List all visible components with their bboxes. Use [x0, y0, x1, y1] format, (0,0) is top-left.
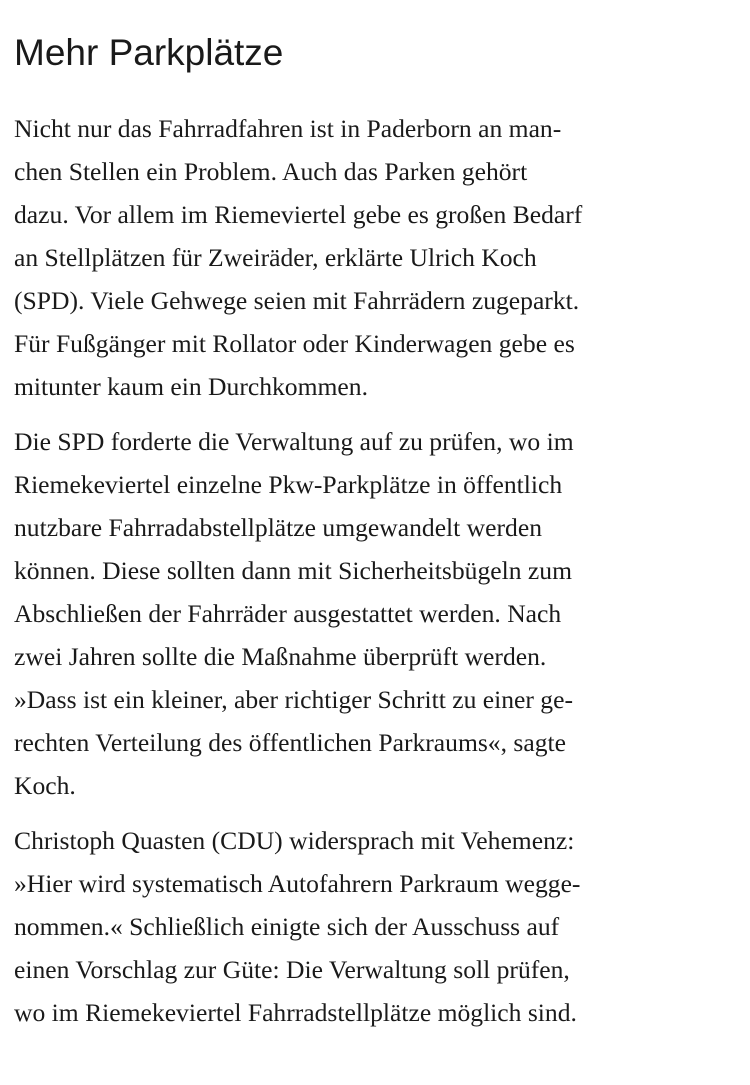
- article-headline: Mehr Parkplätze: [14, 32, 284, 73]
- text-line: nutzbare Fahrradabstellplätze umgewandelt werden: [14, 513, 542, 542]
- text-line: dazu. Vor allem im Riemeviertel gebe es großen Bedarf: [14, 200, 583, 229]
- text-line: »Hier wird systematisch Autofahrern Parkraum wegge-: [14, 869, 581, 898]
- text-line: nommen.« Schließlich einigte sich der Ausschuss auf: [14, 912, 560, 941]
- text-line: rechten Verteilung des öffentlichen Parkraums«, sagte: [14, 728, 566, 757]
- text-line: mitunter kaum ein Durchkommen.: [14, 372, 368, 401]
- text-line: Für Fußgänger mit Rollator oder Kinderwagen gebe es: [14, 329, 575, 358]
- text-line: Die SPD forderte die Verwaltung auf zu prüfen, wo im: [14, 427, 574, 456]
- paragraph-1: [14, 107, 740, 408]
- article: [14, 0, 740, 1046]
- text-line: Abschließen der Fahrräder ausgestattet werden. Nach: [14, 599, 562, 628]
- paragraph-2: [14, 420, 740, 807]
- text-line: an Stellplätzen für Zweiräder, erklärte Ulrich Koch: [14, 243, 537, 272]
- text-line: Riemekeviertel einzelne Pkw-Parkplätze in öffentlich: [14, 470, 563, 499]
- article-body: [14, 107, 740, 1034]
- text-line: Koch.: [14, 771, 76, 800]
- text-line: Nicht nur das Fahrradfahren ist in Paderborn an man-: [14, 114, 562, 143]
- text-line: (SPD). Viele Gehwege seien mit Fahrrädern zugeparkt.: [14, 286, 580, 315]
- paragraph-3: [14, 819, 740, 1034]
- text-line: »Dass ist ein kleiner, aber richtiger Schritt zu einer ge-: [14, 685, 573, 714]
- text-line: einen Vorschlag zur Güte: Die Verwaltung soll prüfen,: [14, 955, 570, 984]
- text-line: chen Stellen ein Problem. Auch das Parken gehört: [14, 157, 528, 186]
- text-line: wo im Riemekeviertel Fahrradstellplätze möglich sind.: [14, 998, 577, 1027]
- text-line: können. Diese sollten dann mit Sicherheitsbügeln zum: [14, 556, 572, 585]
- text-line: zwei Jahren sollte die Maßnahme überprüft werden.: [14, 642, 547, 671]
- text-line: Christoph Quasten (CDU) widersprach mit Vehemenz:: [14, 826, 575, 855]
